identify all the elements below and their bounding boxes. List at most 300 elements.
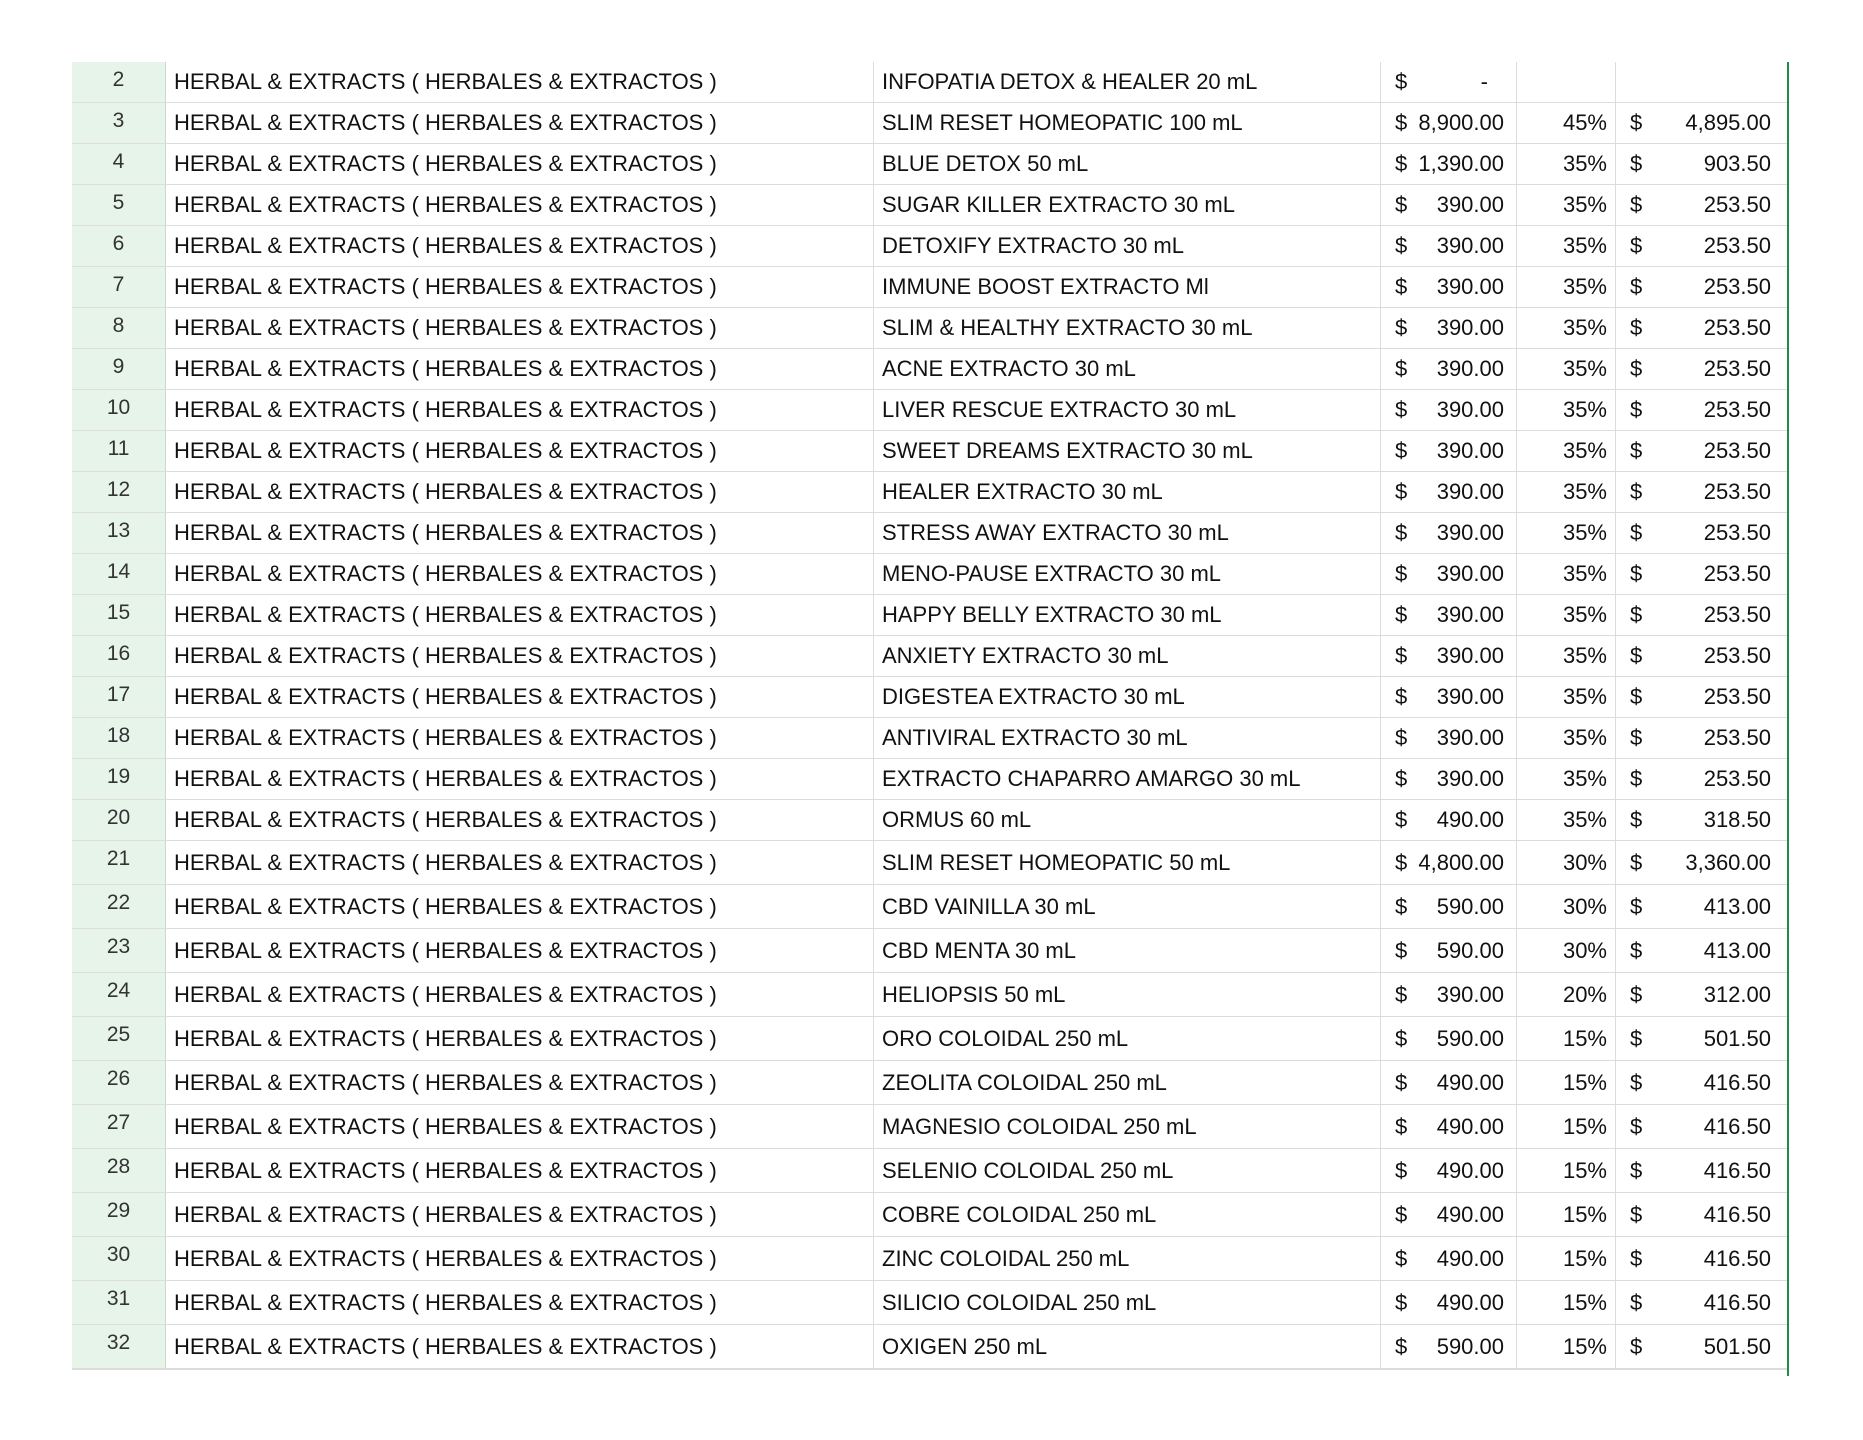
- final-price-cell[interactable]: [1616, 554, 1785, 594]
- currency-symbol: $: [1395, 274, 1408, 299]
- currency-symbol: $: [1630, 766, 1643, 791]
- final-price-value: 416.50: [1703, 1289, 1771, 1315]
- category-cell[interactable]: HERBAL & EXTRACTS ( HERBALES & EXTRACTOS ): [166, 973, 874, 1016]
- final-price-value: 253.50: [1703, 684, 1771, 709]
- product-cell[interactable]: ZEOLITA COLOIDAL 250 mL: [874, 1061, 1381, 1104]
- row-header[interactable]: 7: [72, 267, 166, 307]
- discount-cell[interactable]: 35%: [1517, 308, 1616, 348]
- final-price-cell[interactable]: [1616, 677, 1785, 717]
- product-cell[interactable]: CBD MENTA 30 mL: [874, 929, 1381, 972]
- final-price-cell[interactable]: [1616, 431, 1785, 471]
- price-cell[interactable]: [1381, 431, 1517, 471]
- price-cell[interactable]: [1381, 1325, 1517, 1368]
- row-header[interactable]: 14: [72, 554, 166, 594]
- price-cell[interactable]: [1381, 390, 1517, 430]
- discount-cell[interactable]: 15%: [1517, 1193, 1616, 1236]
- spreadsheet-grid: [72, 62, 1789, 1376]
- discount-cell[interactable]: 35%: [1517, 185, 1616, 225]
- price-cell[interactable]: [1381, 973, 1517, 1016]
- currency-symbol: $: [1395, 1201, 1408, 1227]
- final-price-value: 501.50: [1703, 1025, 1771, 1051]
- currency-symbol: $: [1630, 893, 1643, 919]
- final-price-value: 413.00: [1703, 893, 1771, 919]
- table-row: [72, 431, 1787, 472]
- final-price-cell[interactable]: [1616, 103, 1785, 143]
- final-price-cell[interactable]: [1616, 1105, 1785, 1148]
- price-cell[interactable]: [1381, 841, 1517, 884]
- final-price-cell[interactable]: [1616, 759, 1785, 799]
- row-header[interactable]: 13: [72, 513, 166, 553]
- price-value: 590.00: [1436, 1025, 1504, 1051]
- category-cell[interactable]: HERBAL & EXTRACTS ( HERBALES & EXTRACTOS ): [166, 390, 874, 430]
- currency-symbol: $: [1395, 356, 1408, 381]
- product-cell[interactable]: ANTIVIRAL EXTRACTO 30 mL: [874, 718, 1381, 758]
- price-value: 390.00: [1436, 520, 1504, 545]
- price-cell[interactable]: [1381, 759, 1517, 799]
- final-price-cell[interactable]: [1616, 390, 1785, 430]
- table-row: [72, 1193, 1787, 1237]
- product-cell[interactable]: MAGNESIO COLOIDAL 250 mL: [874, 1105, 1381, 1148]
- final-price-value: 318.50: [1703, 807, 1771, 832]
- final-price-value: 416.50: [1703, 1157, 1771, 1183]
- final-price-cell[interactable]: [1616, 144, 1785, 184]
- row-header[interactable]: 31: [72, 1281, 166, 1324]
- category-cell[interactable]: HERBAL & EXTRACTS ( HERBALES & EXTRACTOS ): [166, 800, 874, 840]
- currency-symbol: $: [1395, 151, 1408, 176]
- row-header[interactable]: 23: [72, 929, 166, 972]
- category-cell[interactable]: HERBAL & EXTRACTS ( HERBALES & EXTRACTOS ): [166, 841, 874, 884]
- row-header[interactable]: 27: [72, 1105, 166, 1148]
- category-cell[interactable]: HERBAL & EXTRACTS ( HERBALES & EXTRACTOS ): [166, 62, 874, 102]
- price-value: 490.00: [1436, 1201, 1504, 1227]
- category-cell[interactable]: HERBAL & EXTRACTS ( HERBALES & EXTRACTOS ): [166, 1017, 874, 1060]
- final-price-cell[interactable]: [1616, 513, 1785, 553]
- product-cell[interactable]: ORMUS 60 mL: [874, 800, 1381, 840]
- row-header[interactable]: 3: [72, 103, 166, 143]
- category-cell[interactable]: HERBAL & EXTRACTS ( HERBALES & EXTRACTOS ): [166, 1193, 874, 1236]
- final-price-cell[interactable]: [1616, 885, 1785, 928]
- currency-symbol: $: [1630, 937, 1643, 963]
- discount-cell[interactable]: 35%: [1517, 144, 1616, 184]
- final-price-cell[interactable]: [1616, 1149, 1785, 1192]
- currency-symbol: $: [1630, 233, 1643, 258]
- price-cell[interactable]: [1381, 885, 1517, 928]
- product-cell[interactable]: EXTRACTO CHAPARRO AMARGO 30 mL: [874, 759, 1381, 799]
- table-row: [72, 308, 1787, 349]
- product-cell[interactable]: HEALER EXTRACTO 30 mL: [874, 472, 1381, 512]
- row-header[interactable]: 8: [72, 308, 166, 348]
- currency-symbol: $: [1630, 684, 1643, 709]
- currency-symbol: $: [1630, 1157, 1643, 1183]
- price-value: 490.00: [1436, 1113, 1504, 1139]
- table-row: [72, 226, 1787, 267]
- price-value: 390.00: [1436, 766, 1504, 791]
- category-cell[interactable]: HERBAL & EXTRACTS ( HERBALES & EXTRACTOS ): [166, 595, 874, 635]
- final-price-cell[interactable]: [1616, 800, 1785, 840]
- table-row: [72, 595, 1787, 636]
- row-header[interactable]: 16: [72, 636, 166, 676]
- currency-symbol: $: [1395, 766, 1408, 791]
- price-value: 390.00: [1436, 397, 1504, 422]
- discount-cell[interactable]: 15%: [1517, 1149, 1616, 1192]
- discount-cell[interactable]: 15%: [1517, 1237, 1616, 1280]
- product-cell[interactable]: COBRE COLOIDAL 250 mL: [874, 1193, 1381, 1236]
- table-row: [72, 349, 1787, 390]
- final-price-cell[interactable]: [1616, 841, 1785, 884]
- row-header[interactable]: 12: [72, 472, 166, 512]
- price-cell[interactable]: [1381, 144, 1517, 184]
- discount-cell[interactable]: 35%: [1517, 677, 1616, 717]
- final-price-cell[interactable]: [1616, 1017, 1785, 1060]
- final-price-value: 253.50: [1703, 192, 1771, 217]
- category-cell[interactable]: HERBAL & EXTRACTS ( HERBALES & EXTRACTOS ): [166, 929, 874, 972]
- final-price-cell[interactable]: [1616, 226, 1785, 266]
- row-header[interactable]: 9: [72, 349, 166, 389]
- category-cell[interactable]: HERBAL & EXTRACTS ( HERBALES & EXTRACTOS ): [166, 1105, 874, 1148]
- currency-symbol: $: [1395, 69, 1408, 94]
- currency-symbol: $: [1630, 1069, 1643, 1095]
- currency-symbol: $: [1630, 438, 1643, 463]
- price-cell[interactable]: [1381, 1149, 1517, 1192]
- product-cell[interactable]: LIVER RESCUE EXTRACTO 30 mL: [874, 390, 1381, 430]
- currency-symbol: $: [1395, 684, 1408, 709]
- currency-symbol: $: [1395, 192, 1408, 217]
- discount-cell[interactable]: 15%: [1517, 1105, 1616, 1148]
- currency-symbol: $: [1395, 315, 1408, 340]
- product-cell[interactable]: CBD VAINILLA 30 mL: [874, 885, 1381, 928]
- currency-symbol: $: [1630, 849, 1643, 875]
- discount-cell[interactable]: 30%: [1517, 929, 1616, 972]
- currency-symbol: $: [1395, 479, 1408, 504]
- final-price-value: 416.50: [1703, 1113, 1771, 1139]
- final-price-value: 903.50: [1703, 151, 1771, 176]
- final-price-cell[interactable]: [1616, 595, 1785, 635]
- row-header[interactable]: 11: [72, 431, 166, 471]
- discount-cell[interactable]: 35%: [1517, 554, 1616, 594]
- final-price-cell[interactable]: [1616, 973, 1785, 1016]
- price-cell[interactable]: [1381, 677, 1517, 717]
- category-cell[interactable]: HERBAL & EXTRACTS ( HERBALES & EXTRACTOS ): [166, 349, 874, 389]
- product-cell[interactable]: HELIOPSIS 50 mL: [874, 973, 1381, 1016]
- category-cell[interactable]: HERBAL & EXTRACTS ( HERBALES & EXTRACTOS ): [166, 1237, 874, 1280]
- category-cell[interactable]: HERBAL & EXTRACTS ( HERBALES & EXTRACTOS ): [166, 431, 874, 471]
- price-cell[interactable]: [1381, 472, 1517, 512]
- discount-cell[interactable]: [1517, 62, 1616, 102]
- currency-symbol: $: [1395, 397, 1408, 422]
- final-price-value: 253.50: [1703, 479, 1771, 504]
- currency-symbol: $: [1395, 1069, 1408, 1095]
- currency-symbol: $: [1395, 233, 1408, 258]
- discount-cell[interactable]: 35%: [1517, 800, 1616, 840]
- table-row: [72, 1061, 1787, 1105]
- table-row: [72, 759, 1787, 800]
- product-cell[interactable]: SLIM RESET HOMEOPATIC 50 mL: [874, 841, 1381, 884]
- row-header[interactable]: 29: [72, 1193, 166, 1236]
- final-price-cell[interactable]: [1616, 1281, 1785, 1324]
- discount-cell[interactable]: 35%: [1517, 759, 1616, 799]
- row-header[interactable]: 25: [72, 1017, 166, 1060]
- currency-symbol: $: [1630, 315, 1643, 340]
- final-price-cell[interactable]: [1616, 308, 1785, 348]
- final-price-value: 3,360.00: [1685, 849, 1771, 875]
- price-value: 390.00: [1436, 438, 1504, 463]
- price-cell[interactable]: [1381, 308, 1517, 348]
- row-header[interactable]: 20: [72, 800, 166, 840]
- row-header[interactable]: 26: [72, 1061, 166, 1104]
- discount-cell[interactable]: 20%: [1517, 973, 1616, 1016]
- price-cell[interactable]: [1381, 349, 1517, 389]
- final-price-value: 416.50: [1703, 1201, 1771, 1227]
- price-cell[interactable]: [1381, 595, 1517, 635]
- price-value: 590.00: [1436, 937, 1504, 963]
- currency-symbol: $: [1630, 643, 1643, 668]
- table-row: [72, 103, 1787, 144]
- row-header[interactable]: 19: [72, 759, 166, 799]
- price-cell[interactable]: [1381, 103, 1517, 143]
- category-cell[interactable]: HERBAL & EXTRACTS ( HERBALES & EXTRACTOS ): [166, 226, 874, 266]
- price-cell[interactable]: [1381, 1105, 1517, 1148]
- currency-symbol: $: [1630, 397, 1643, 422]
- final-price-cell[interactable]: [1616, 1061, 1785, 1104]
- currency-symbol: $: [1395, 893, 1408, 919]
- price-cell[interactable]: [1381, 718, 1517, 758]
- category-cell[interactable]: HERBAL & EXTRACTS ( HERBALES & EXTRACTOS ): [166, 636, 874, 676]
- row-header[interactable]: 10: [72, 390, 166, 430]
- currency-symbol: $: [1630, 1289, 1643, 1315]
- discount-cell[interactable]: 35%: [1517, 349, 1616, 389]
- price-cell[interactable]: [1381, 636, 1517, 676]
- price-value: 390.00: [1436, 684, 1504, 709]
- table-row: [72, 636, 1787, 677]
- product-cell[interactable]: SELENIO COLOIDAL 250 mL: [874, 1149, 1381, 1192]
- category-cell[interactable]: HERBAL & EXTRACTS ( HERBALES & EXTRACTOS ): [166, 718, 874, 758]
- final-price-value: 253.50: [1703, 602, 1771, 627]
- category-cell[interactable]: HERBAL & EXTRACTS ( HERBALES & EXTRACTOS ): [166, 308, 874, 348]
- price-value: 390.00: [1436, 233, 1504, 258]
- currency-symbol: $: [1630, 561, 1643, 586]
- final-price-value: 253.50: [1703, 315, 1771, 340]
- category-cell[interactable]: HERBAL & EXTRACTS ( HERBALES & EXTRACTOS ): [166, 103, 874, 143]
- price-value: 490.00: [1436, 1245, 1504, 1271]
- row-header[interactable]: 18: [72, 718, 166, 758]
- table-row: [72, 929, 1787, 973]
- table-row: [72, 885, 1787, 929]
- currency-symbol: $: [1395, 602, 1408, 627]
- product-cell[interactable]: DIGESTEA EXTRACTO 30 mL: [874, 677, 1381, 717]
- final-price-cell[interactable]: [1616, 62, 1785, 102]
- price-value: 8,900.00: [1418, 110, 1504, 135]
- price-cell[interactable]: [1381, 1017, 1517, 1060]
- category-cell[interactable]: HERBAL & EXTRACTS ( HERBALES & EXTRACTOS ): [166, 1061, 874, 1104]
- row-header[interactable]: 17: [72, 677, 166, 717]
- final-price-value: 413.00: [1703, 937, 1771, 963]
- price-cell[interactable]: [1381, 1281, 1517, 1324]
- product-cell[interactable]: ORO COLOIDAL 250 mL: [874, 1017, 1381, 1060]
- row-header[interactable]: 30: [72, 1237, 166, 1280]
- product-cell[interactable]: ZINC COLOIDAL 250 mL: [874, 1237, 1381, 1280]
- currency-symbol: $: [1630, 1245, 1643, 1271]
- category-cell[interactable]: HERBAL & EXTRACTS ( HERBALES & EXTRACTOS ): [166, 1149, 874, 1192]
- table-row: [72, 1105, 1787, 1149]
- category-cell[interactable]: HERBAL & EXTRACTS ( HERBALES & EXTRACTOS ): [166, 185, 874, 225]
- table-row: [72, 800, 1787, 841]
- final-price-cell[interactable]: [1616, 929, 1785, 972]
- price-value: 390.00: [1436, 725, 1504, 750]
- discount-cell[interactable]: 15%: [1517, 1281, 1616, 1324]
- price-cell[interactable]: [1381, 1061, 1517, 1104]
- final-price-cell[interactable]: [1616, 185, 1785, 225]
- table-row: [72, 472, 1787, 513]
- row-header[interactable]: 15: [72, 595, 166, 635]
- product-cell[interactable]: STRESS AWAY EXTRACTO 30 mL: [874, 513, 1381, 553]
- currency-symbol: $: [1630, 1333, 1643, 1359]
- currency-symbol: $: [1395, 1333, 1408, 1359]
- row-header[interactable]: 4: [72, 144, 166, 184]
- table-row: [72, 185, 1787, 226]
- discount-cell[interactable]: 30%: [1517, 885, 1616, 928]
- row-header[interactable]: 6: [72, 226, 166, 266]
- category-cell[interactable]: HERBAL & EXTRACTS ( HERBALES & EXTRACTOS ): [166, 1325, 874, 1368]
- category-cell[interactable]: HERBAL & EXTRACTS ( HERBALES & EXTRACTOS ): [166, 554, 874, 594]
- product-cell[interactable]: SUGAR KILLER EXTRACTO 30 mL: [874, 185, 1381, 225]
- price-cell[interactable]: [1381, 800, 1517, 840]
- category-cell[interactable]: HERBAL & EXTRACTS ( HERBALES & EXTRACTOS ): [166, 1281, 874, 1324]
- discount-cell[interactable]: 15%: [1517, 1061, 1616, 1104]
- price-cell[interactable]: [1381, 267, 1517, 307]
- product-cell[interactable]: SLIM RESET HOMEOPATIC 100 mL: [874, 103, 1381, 143]
- final-price-cell[interactable]: [1616, 636, 1785, 676]
- category-cell[interactable]: HERBAL & EXTRACTS ( HERBALES & EXTRACTOS ): [166, 144, 874, 184]
- final-price-value: 4,895.00: [1685, 110, 1771, 135]
- final-price-cell[interactable]: [1616, 1325, 1785, 1368]
- currency-symbol: $: [1630, 1113, 1643, 1139]
- table-row: [72, 554, 1787, 595]
- category-cell[interactable]: HERBAL & EXTRACTS ( HERBALES & EXTRACTOS ): [166, 472, 874, 512]
- discount-cell[interactable]: 35%: [1517, 595, 1616, 635]
- discount-cell[interactable]: 35%: [1517, 636, 1616, 676]
- row-header[interactable]: 32: [72, 1325, 166, 1368]
- currency-symbol: $: [1630, 1025, 1643, 1051]
- price-cell[interactable]: [1381, 226, 1517, 266]
- table-row: [72, 1325, 1787, 1369]
- price-value: 490.00: [1436, 1157, 1504, 1183]
- final-price-value: 253.50: [1703, 397, 1771, 422]
- final-price-value: 501.50: [1703, 1333, 1771, 1359]
- price-value: 1,390.00: [1418, 151, 1504, 176]
- table-row: [72, 1281, 1787, 1325]
- row-header[interactable]: 5: [72, 185, 166, 225]
- final-price-cell[interactable]: [1616, 472, 1785, 512]
- price-cell[interactable]: [1381, 929, 1517, 972]
- price-cell[interactable]: [1381, 62, 1517, 102]
- table-row: [72, 973, 1787, 1017]
- currency-symbol: $: [1395, 438, 1408, 463]
- discount-cell[interactable]: 35%: [1517, 431, 1616, 471]
- row-header[interactable]: 22: [72, 885, 166, 928]
- product-cell[interactable]: BLUE DETOX 50 mL: [874, 144, 1381, 184]
- discount-cell[interactable]: 35%: [1517, 267, 1616, 307]
- final-price-cell[interactable]: [1616, 1193, 1785, 1236]
- discount-cell[interactable]: 15%: [1517, 1017, 1616, 1060]
- final-price-value: 312.00: [1703, 981, 1771, 1007]
- currency-symbol: $: [1395, 1113, 1408, 1139]
- currency-symbol: $: [1395, 725, 1408, 750]
- currency-symbol: $: [1630, 602, 1643, 627]
- currency-symbol: $: [1395, 849, 1408, 875]
- currency-symbol: $: [1630, 1201, 1643, 1227]
- final-price-value: 416.50: [1703, 1069, 1771, 1095]
- category-cell[interactable]: HERBAL & EXTRACTS ( HERBALES & EXTRACTOS ): [166, 677, 874, 717]
- table-row: [72, 390, 1787, 431]
- currency-symbol: $: [1630, 192, 1643, 217]
- product-cell[interactable]: MENO-PAUSE EXTRACTO 30 mL: [874, 554, 1381, 594]
- price-cell[interactable]: [1381, 513, 1517, 553]
- table-row: [72, 1017, 1787, 1061]
- discount-cell[interactable]: 15%: [1517, 1325, 1616, 1368]
- price-value: 590.00: [1436, 1333, 1504, 1359]
- product-cell[interactable]: ANXIETY EXTRACTO 30 mL: [874, 636, 1381, 676]
- price-value: 4,800.00: [1418, 849, 1504, 875]
- product-cell[interactable]: DETOXIFY EXTRACTO 30 mL: [874, 226, 1381, 266]
- price-value: 390.00: [1436, 192, 1504, 217]
- discount-cell[interactable]: 35%: [1517, 390, 1616, 430]
- product-cell[interactable]: OXIGEN 250 mL: [874, 1325, 1381, 1368]
- discount-cell[interactable]: 35%: [1517, 513, 1616, 553]
- category-cell[interactable]: HERBAL & EXTRACTS ( HERBALES & EXTRACTOS ): [166, 885, 874, 928]
- category-cell[interactable]: HERBAL & EXTRACTS ( HERBALES & EXTRACTOS ): [166, 513, 874, 553]
- price-value: 390.00: [1436, 479, 1504, 504]
- discount-cell[interactable]: 35%: [1517, 226, 1616, 266]
- final-price-cell[interactable]: [1616, 267, 1785, 307]
- currency-symbol: $: [1395, 807, 1408, 832]
- grid-bottom-edge: [72, 1369, 1787, 1376]
- row-header[interactable]: 24: [72, 973, 166, 1016]
- price-cell[interactable]: [1381, 185, 1517, 225]
- table-row: [72, 62, 1787, 103]
- category-cell[interactable]: HERBAL & EXTRACTS ( HERBALES & EXTRACTOS ): [166, 267, 874, 307]
- category-cell[interactable]: HERBAL & EXTRACTS ( HERBALES & EXTRACTOS ): [166, 759, 874, 799]
- final-price-cell[interactable]: [1616, 718, 1785, 758]
- final-price-cell[interactable]: [1616, 1237, 1785, 1280]
- product-cell[interactable]: SILICIO COLOIDAL 250 mL: [874, 1281, 1381, 1324]
- discount-cell[interactable]: 35%: [1517, 472, 1616, 512]
- price-cell[interactable]: [1381, 554, 1517, 594]
- product-cell[interactable]: INFOPATIA DETOX & HEALER 20 mL: [874, 62, 1381, 102]
- final-price-value: 416.50: [1703, 1245, 1771, 1271]
- currency-symbol: $: [1630, 479, 1643, 504]
- row-header[interactable]: 28: [72, 1149, 166, 1192]
- table-row: [72, 1237, 1787, 1281]
- currency-symbol: $: [1630, 356, 1643, 381]
- discount-cell[interactable]: 45%: [1517, 103, 1616, 143]
- product-cell[interactable]: SLIM & HEALTHY EXTRACTO 30 mL: [874, 308, 1381, 348]
- currency-symbol: $: [1630, 981, 1643, 1007]
- product-cell[interactable]: IMMUNE BOOST EXTRACTO Ml: [874, 267, 1381, 307]
- product-cell[interactable]: SWEET DREAMS EXTRACTO 30 mL: [874, 431, 1381, 471]
- price-cell[interactable]: [1381, 1237, 1517, 1280]
- currency-symbol: $: [1395, 520, 1408, 545]
- product-cell[interactable]: ACNE EXTRACTO 30 mL: [874, 349, 1381, 389]
- product-cell[interactable]: HAPPY BELLY EXTRACTO 30 mL: [874, 595, 1381, 635]
- discount-cell[interactable]: 35%: [1517, 718, 1616, 758]
- final-price-cell[interactable]: [1616, 349, 1785, 389]
- row-header[interactable]: 21: [72, 841, 166, 884]
- price-value: -: [1480, 69, 1488, 94]
- final-price-value: 253.50: [1703, 438, 1771, 463]
- price-cell[interactable]: [1381, 1193, 1517, 1236]
- row-header[interactable]: 2: [72, 62, 166, 102]
- discount-cell[interactable]: 30%: [1517, 841, 1616, 884]
